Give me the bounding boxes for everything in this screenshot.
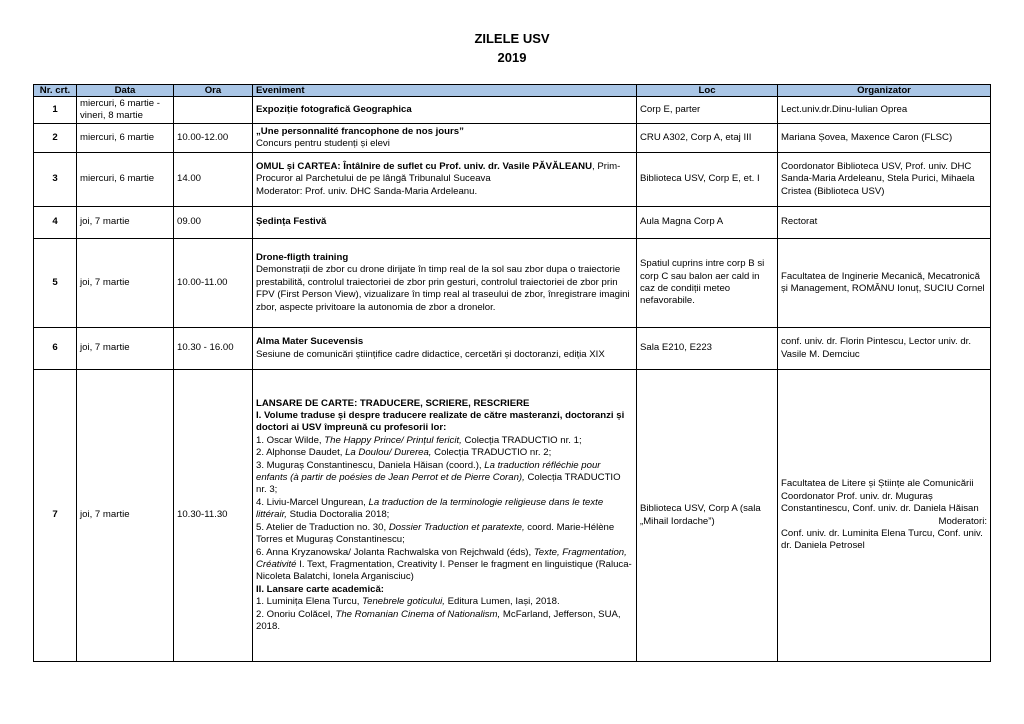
- table-row: [34, 239, 991, 328]
- cell-organizator: Mariana Șovea, Maxence Caron (FLSC): [778, 124, 991, 153]
- event-description: Sesiune de comunicări științifice cadre didactice, cercetări și doctoranzi, ediția XIX: [256, 348, 605, 360]
- table-row: [34, 328, 991, 370]
- section-heading: I. Volume traduse și despre traducere realizate de către masteranzi, doctoranzi și doctori ai USV împreună cu profesorii lor:: [256, 410, 625, 434]
- cell-ora: [174, 97, 253, 124]
- header-loc: Loc: [637, 85, 778, 97]
- cell-organizator: Coordonator Biblioteca USV, Prof. univ. DHC Sanda-Maria Ardeleanu, Stela Purici, Mihaela Cristea (Biblioteca USV): [778, 153, 991, 207]
- header-organizator: Organizator: [778, 85, 991, 97]
- list-item: 5. Atelier de Traduction no. 30, Dossier Traduction et paratexte, coord. Marie-Hélène Torres et Mugurаș Constantinescu;: [256, 521, 615, 546]
- event-description: Concurs pentru studenți și elevi: [256, 138, 390, 149]
- cell-data: miercuri, 6 martie: [77, 124, 174, 153]
- page-year: 2019: [497, 50, 527, 65]
- cell-loc: Biblioteca USV, Corp A (sala „Mihail Iordache”): [637, 370, 778, 662]
- list-item: 3. Mugurаș Constantinescu, Daniela Hăisan (coord.), La traduction réfléchie pour enfants (à partir de poésies de Jean Perrot et de Pierre Coran), Colecția TRADUCTIO nr. 3;: [256, 459, 621, 496]
- cell-eveniment: Ședința Festivă: [253, 207, 637, 239]
- cell-ora: 10.30 - 16.00: [174, 328, 253, 370]
- cell-nr: 6: [34, 328, 77, 370]
- cell-loc: Biblioteca USV, Corp E, et. I: [637, 153, 778, 207]
- cell-loc: CRU A302, Corp A, etaj III: [637, 124, 778, 153]
- list-item: 1. Luminița Elena Turcu, Tenebrele goticului, Editura Lumen, Iași, 2018.: [256, 596, 560, 608]
- cell-eveniment: Expoziție fotografică Geographica: [253, 97, 637, 124]
- cell-organizator: Rectorat: [778, 207, 991, 239]
- header-data: Data: [77, 85, 174, 97]
- cell-data: joi, 7 martie: [77, 328, 174, 370]
- table-row: [34, 370, 991, 662]
- cell-data: joi, 7 martie: [77, 239, 174, 328]
- header-ora: Ora: [174, 85, 253, 97]
- event-title: LANSARE DE CARTE: TRADUCERE, SCRIERE, RESCRIERE: [256, 397, 530, 409]
- header-nr: Nr. crt.: [34, 85, 77, 97]
- cell-loc: Spatiul cuprins intre corp B si corp C sau balon aer cald in caz de condiții meteo nefavorabile.: [637, 239, 778, 328]
- events-table: [33, 84, 991, 662]
- event-title-rest: , Prim-Procuror al Parchetului de pe lângă Tribunalul Suceava: [256, 160, 621, 185]
- organizer-moderators-label: Moderatori:: [938, 515, 987, 527]
- cell-nr: 7: [34, 370, 77, 662]
- organizer-moderators: Conf. univ. dr. Luminita Elena Turcu, Conf. univ. dr. Daniela Petrosel: [781, 527, 983, 552]
- cell-loc: Sala E210, E223: [637, 328, 778, 370]
- table-row: [34, 207, 991, 239]
- list-item: 2. Alphonse Daudet, La Doulou/ Durerea, Colecția TRADUCTIO nr. 2;: [256, 447, 552, 459]
- cell-eveniment: [253, 328, 637, 370]
- cell-loc: Corp E, parter: [637, 97, 778, 124]
- table-header-row: [34, 85, 991, 97]
- cell-data: miercuri, 6 martie - vineri, 8 martie: [77, 97, 174, 124]
- cell-organizator: Lect.univ.dr.Dinu-Iulian Oprea: [778, 97, 991, 124]
- cell-data: joi, 7 martie: [77, 370, 174, 662]
- event-title: Alma Mater Sucevensis: [256, 336, 364, 348]
- cell-ora: 09.00: [174, 207, 253, 239]
- cell-eveniment: [253, 153, 637, 207]
- event-title: OMUL și CARTEA: Întâlnire de suflet cu Prof. univ. dr. Vasile PĂVĂLEANU: [256, 160, 593, 172]
- cell-organizator: [778, 370, 991, 662]
- cell-eveniment: [253, 370, 637, 662]
- cell-ora: 10.00-11.00: [174, 239, 253, 328]
- list-item: 4. Liviu-Marcel Ungurean, La traduction de la terminologie religieuse dans le texte littérair, Studia Doctoralia 2018;: [256, 496, 604, 521]
- cell-nr: 3: [34, 153, 77, 207]
- cell-data: miercuri, 6 martie: [77, 153, 174, 207]
- organizer-coordinator: Coordonator Prof. univ. dr. Mugurаș Constantinescu, Conf. univ. dr. Daniela Hăisan: [781, 490, 979, 515]
- cell-loc: Aula Magna Corp A: [637, 207, 778, 239]
- page-title: ZILELE USV: [474, 31, 550, 46]
- section-heading: II. Lansare carte academică:: [256, 583, 384, 595]
- event-title: Drone-fligth training: [256, 251, 349, 263]
- cell-eveniment: [253, 239, 637, 328]
- cell-nr: 1: [34, 97, 77, 124]
- table-row: [34, 153, 991, 207]
- header-eveniment: Eveniment: [253, 85, 637, 97]
- cell-ora: 14.00: [174, 153, 253, 207]
- cell-organizator: conf. univ. dr. Florin Pintescu, Lector univ. dr. Vasile M. Demciuc: [778, 328, 991, 370]
- organizer-faculty: Facultatea de Litere și Științe ale Comunicării: [781, 478, 974, 490]
- event-moderator: Moderator: Prof. univ. DHC Sanda-Maria Ardeleanu.: [256, 185, 478, 197]
- cell-nr: 2: [34, 124, 77, 153]
- list-item: 6. Anna Kryzanowska/ Jolanta Rachwalska von Rejchwald (éds), Texte, Fragmentation, Créativité I. Text, Fragmentation, Creativity I. Penser le fragment en linguistique (Raluca-Nicoleta Balatchi, Ionela Arganisciuc): [256, 546, 632, 583]
- cell-organizator: Facultatea de Inginerie Mecanică, Mecatronică și Management, ROMÂNU Ionuț, SUCIU Cornel: [778, 239, 991, 328]
- cell-eveniment: [253, 124, 637, 153]
- cell-nr: 4: [34, 207, 77, 239]
- table-row: [34, 124, 991, 153]
- event-title: „Une personnalité francophone de nos jours”: [256, 125, 464, 137]
- table-row: [34, 97, 991, 124]
- cell-data: joi, 7 martie: [77, 207, 174, 239]
- event-description: Demonstrații de zbor cu drone dirijate în timp real de la sol sau zbor dupa o traiectorie prestabilită, controlul traiectoriei de zbor prin gesturi, controlul traiectoriei de zbor prin FPV (First Person View), vizualizare în timp real al traseului de zbor, înregistrare imagini zbor, aspecte privitoare la autonomia de zbor a dronelor.: [256, 264, 630, 313]
- cell-ora: 10.30-11.30: [174, 370, 253, 662]
- list-item: 1. Oscar Wilde, The Happy Prince/ Prințul fericit, Colecția TRADUCTIO nr. 1;: [256, 434, 582, 446]
- cell-ora: 10.00-12.00: [174, 124, 253, 153]
- cell-nr: 5: [34, 239, 77, 328]
- list-item: 2. Onoriu Colăcel, The Romanian Cinema of Nationalism, McFarland, Jefferson, SUA, 2018.: [256, 608, 621, 632]
